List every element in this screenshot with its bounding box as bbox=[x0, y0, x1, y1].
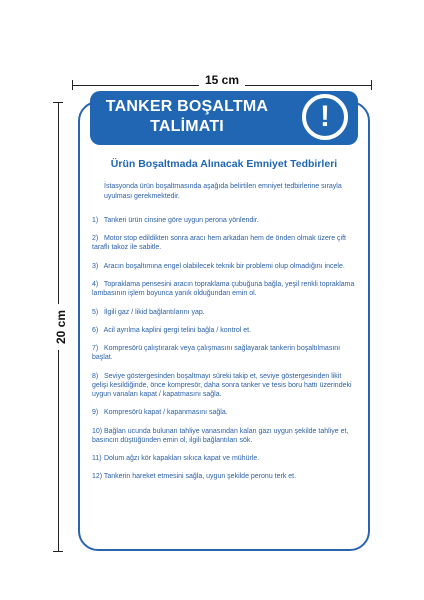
instruction-list bbox=[92, 216, 356, 491]
instruction-text: Tankeri ürün cinsine göre uygun perona yönlendir. bbox=[103, 217, 259, 224]
instruction-number: 9) bbox=[92, 409, 99, 417]
instruction-item bbox=[92, 372, 356, 399]
instruction-sign bbox=[78, 98, 370, 551]
instruction-text: Acil ayrılma kaplini gergi telini bağla / kontrol et. bbox=[103, 326, 252, 334]
exclamation-circle-icon: ! bbox=[302, 94, 348, 140]
instruction-number: 12) bbox=[92, 473, 103, 481]
instruction-number: 2) bbox=[92, 235, 99, 243]
width-label: 15 cm bbox=[199, 73, 245, 87]
instruction-item bbox=[92, 308, 356, 317]
instruction-text: Tankerin hareket etmesini sağla, uygun şekilde peronu terk et. bbox=[103, 473, 297, 481]
instruction-number: 6) bbox=[92, 326, 99, 334]
instruction-item bbox=[92, 454, 356, 463]
instruction-number: 5) bbox=[92, 308, 99, 316]
instruction-item bbox=[92, 427, 356, 445]
width-tick-left bbox=[72, 80, 73, 90]
title-line-1: TANKER BOŞALTMA bbox=[105, 98, 269, 115]
instruction-item bbox=[92, 472, 356, 481]
instruction-item bbox=[92, 326, 356, 335]
instruction-text: Kompresörü kapat / kapanmasını sağla. bbox=[103, 409, 228, 417]
instruction-number: 4) bbox=[92, 281, 99, 289]
instruction-item bbox=[92, 408, 356, 417]
width-dimension bbox=[72, 73, 372, 91]
instruction-text: Aracın boşaltımına engel olabilecek teknik bir problemi olup olmadığını incele. bbox=[103, 262, 345, 270]
instruction-text: Dolum ağzı kör kapakları sıkıca kapat ve mühürle. bbox=[103, 454, 260, 462]
height-label: 20 cm bbox=[54, 304, 68, 350]
instruction-text: Topraklama pensesini aracın topraklama çubuğuna bağla, yeşil renkli topraklama lambasının işlem boyunca yanık olduğundan emin ol. bbox=[92, 281, 355, 298]
instruction-number: 10) bbox=[92, 427, 103, 435]
sign-title bbox=[98, 97, 276, 137]
instruction-text: Motor stop edildikten sonra aracı hem arkadan hem de önden olmak üzere çift taraflı takoz ile sabitle. bbox=[92, 235, 346, 252]
height-tick-bottom bbox=[53, 551, 63, 552]
instruction-number: 11) bbox=[92, 454, 102, 462]
height-dimension bbox=[50, 102, 69, 552]
height-tick-top bbox=[53, 102, 63, 103]
instruction-text: Kompresörü çalıştırarak veya çalışmasını sağlayarak tankerin boşaltılmasını başlat. bbox=[92, 345, 341, 362]
instruction-number: 7) bbox=[92, 345, 99, 353]
sign-subtitle: Ürün Boşaltmada Alınacak Emniyet Tedbirleri bbox=[110, 158, 338, 170]
instruction-item bbox=[92, 234, 356, 252]
instruction-text: İlgili gaz / likid bağlantılarını yap. bbox=[103, 308, 205, 316]
instruction-item bbox=[92, 344, 356, 362]
title-line-2: TALİMATI bbox=[150, 118, 224, 135]
instruction-number: 8) bbox=[92, 372, 99, 380]
instruction-item bbox=[92, 216, 356, 225]
instruction-item bbox=[92, 280, 356, 298]
instruction-text: Bağlan ucunda bulunan tahliye vanasından kalan gazı uygun şekilde tahliye et, basıncın düştüğünden emin ol, ilgili bağlantıları sök. bbox=[92, 427, 349, 444]
instruction-number: 1) bbox=[92, 217, 99, 224]
instruction-text: Seviye göstergesinden boşaltmayı süreki takip et, seviye göstergesinden likit gelişi kesildiğinde, önce kompresör, daha sonra tanker ve tesis boru hattı üzerindeki uygun vanaları kapat / kapatmasını sağla. bbox=[92, 372, 352, 398]
instruction-item bbox=[92, 262, 356, 271]
sign-intro: İstasyonda ürün boşaltmasında aşağıda belirtilen emniyet tedbirlerine sırayla uyulması gerekmektedir. bbox=[104, 183, 342, 200]
sign-header bbox=[90, 91, 358, 145]
instruction-number: 3) bbox=[92, 262, 99, 270]
width-tick-right bbox=[371, 80, 372, 90]
